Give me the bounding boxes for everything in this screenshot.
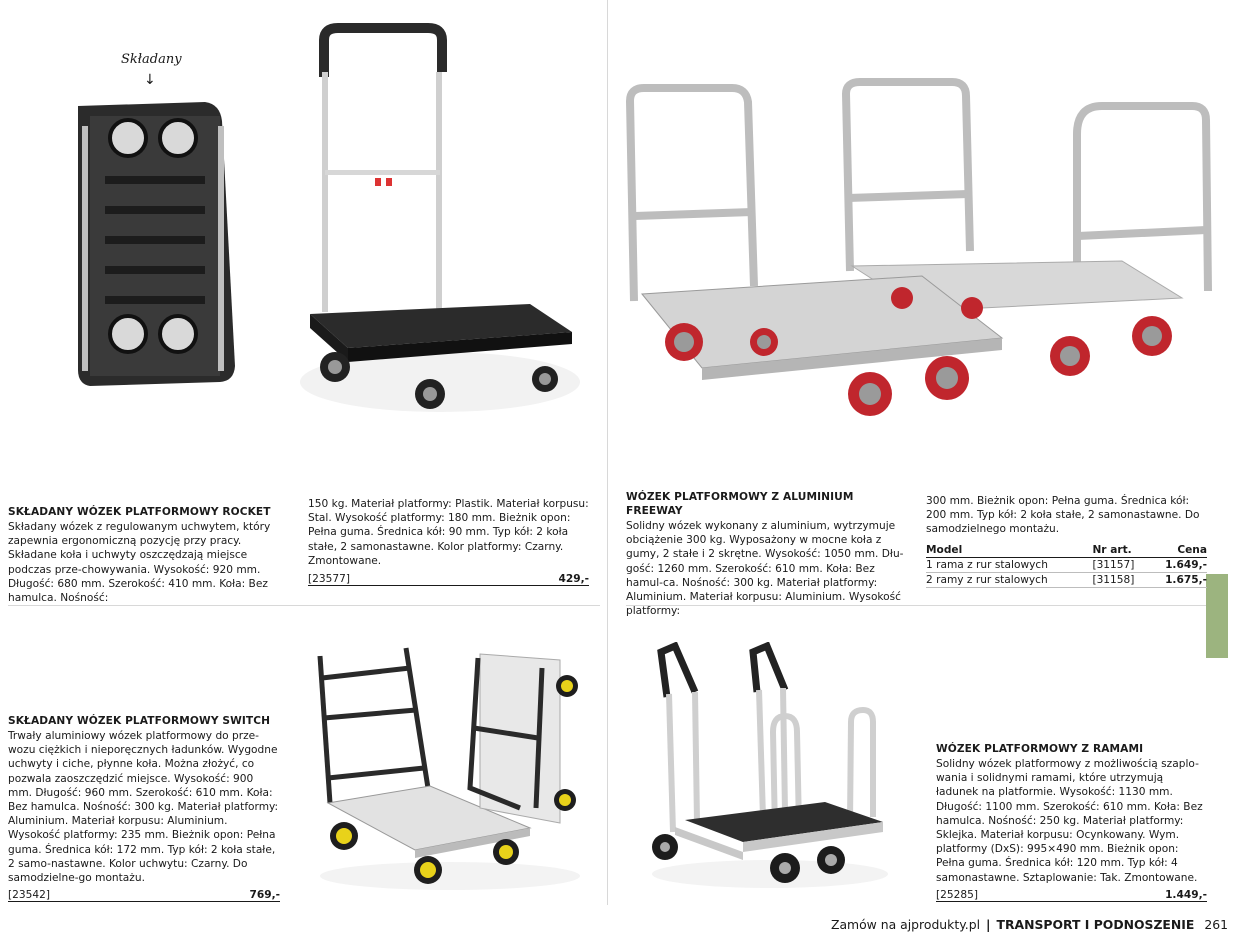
rocket-title: SKŁADANY WÓZEK PLATFORMOWY ROCKET [8, 506, 271, 518]
freeway-title: WÓZEK PLATFORMOWY Z ALUMINIUM FREEWAY [626, 491, 854, 517]
rocket-pricebar [308, 570, 589, 586]
freeway-text [626, 490, 908, 618]
ramami-text [936, 742, 1207, 885]
page-number: 261 [1204, 917, 1228, 932]
switch-image [310, 638, 590, 893]
switch-article: [23542] [8, 889, 50, 901]
rocket-text [8, 505, 293, 605]
freeway-desc-part2: 300 mm. Bieżnik opon: Pełna guma. Średnica kół: 200 mm. Typ kół: 2 koła stałe, 2 samonastawne. Do samodzielnego montażu. [926, 495, 1200, 536]
col-price: Cena [1150, 542, 1207, 558]
row-article: [31158] [1092, 572, 1149, 587]
ramami-title: WÓZEK PLATFORMOWY Z RAMAMI [936, 743, 1144, 755]
ramami-image [645, 642, 890, 892]
switch-price: 769,- [249, 889, 280, 901]
table-row [926, 557, 1207, 572]
rocket-folded-image [60, 96, 250, 391]
footer-separator: | [986, 917, 991, 932]
rocket-desc-part1: Składany wózek z regulowanym uchwytem, który zapewnia ergonomiczną pozycję przy pracy. Składane koła i uchwyty oszczędzają miejsce podczas prze-chowywania. Wysokość: 920 mm. Długość: 680 mm. Szerokość: 410 mm. Koła: Bez hamulca. Nośność: [8, 521, 271, 605]
table-row [926, 572, 1207, 587]
row-model: 2 ramy z rur stalowych [926, 572, 1092, 587]
page-footer [831, 917, 1228, 932]
col-model: Model [926, 542, 1092, 558]
rocket-price: 429,- [558, 573, 589, 585]
switch-desc: Trwały aluminiowy wózek platformowy do prze-wozu ciężkich i nieporęcznych ładunków. Wygodne uchwyty i ciche, płynne koła. Można złożyć, co pozwala zaoszczędzić miejsce. Wysokość: 900 mm. Długość: 960 mm. Szerokość: 610 mm. Koła: Bez hamulca. Nośność: 300 kg. Materiał platformy: Aluminium. Materiał korpusu: Aluminium. Wysokość platformy: 235 mm. Bieżnik opon: Pełna guma. Średnica kół: 172 mm. Typ kół: 2 koła stałe, 2 samo-nastawne. Kolor uchwytu: Czarny. Do samodzielne-go montażu. [8, 730, 279, 885]
rocket-article: [23577] [308, 573, 350, 585]
ramami-desc: Solidny wózek platformowy z możliwością szaplo-wania i solidnymi ramami, które utrzymują ładunek na platformie. Wysokość: 1130 mm. Długość: 1100 mm. Szerokość: 610 mm. Koła: Bez hamulca. Nośność: 250 kg. Materiał platformy: Sklejka. Materiał korpusu: Ocynkowany. Wym. platformy (DxS): 995×490 mm. Bieżnik opon: Pełna guma. Średnica kół: 120 mm. Typ kół: 4 samonastawne. Sztaplowanie: Tak. Zmontowane. [936, 758, 1203, 884]
section-tab [1206, 574, 1228, 658]
freeway-text-cont [926, 494, 1207, 588]
ramami-pricebar [936, 886, 1207, 902]
col-article: Nr art. [1092, 542, 1149, 558]
row-price: 1.649,- [1150, 557, 1207, 572]
freeway-model-table [926, 542, 1207, 588]
switch-title: SKŁADANY WÓZEK PLATFORMOWY SWITCH [8, 715, 271, 727]
rocket-text-cont [308, 497, 589, 568]
row-article: [31157] [1092, 557, 1149, 572]
vertical-divider [607, 0, 608, 905]
freeway-image [622, 76, 1222, 431]
arrow-down-icon: ↓ [144, 72, 156, 88]
switch-text [8, 714, 280, 885]
ramami-article: [25285] [936, 889, 978, 901]
rocket-desc-part2: 150 kg. Materiał platformy: Plastik. Materiał korpusu: Stal. Wysokość platformy: 180 mm. Bieżnik opon: Pełna guma. Średnica kół: 90 mm. Typ kół: 2 koła stałe, 2 samonastawne. Kolor platformy: Czarny. Zmontowane. [308, 498, 589, 567]
row-price: 1.675,- [1150, 572, 1207, 587]
freeway-desc-part1: Solidny wózek wykonany z aluminium, wytrzymuje obciążenie 300 kg. Wyposażony w mocne koła z gumy, 2 stałe i 2 skrętne. Wysokość: 1050 mm. Dłu-gość: 1260 mm. Szerokość: 610 mm. Koła: Bez hamul-ca. Nośność: 300 kg. Materiał platformy: Aluminium. Materiał korpusu: Aluminium. Wysokość platformy: [626, 520, 904, 618]
rocket-open-image [300, 22, 585, 422]
footer-site-link[interactable]: Zamów na ajprodukty.pl [830, 917, 981, 932]
ramami-price: 1.449,- [1165, 889, 1207, 901]
row-model: 1 rama z rur stalowych [926, 557, 1092, 572]
footer-section: TRANSPORT I PODNOSZENIE [996, 917, 1195, 932]
folded-annotation: Składany [121, 52, 182, 67]
switch-pricebar [8, 886, 280, 902]
